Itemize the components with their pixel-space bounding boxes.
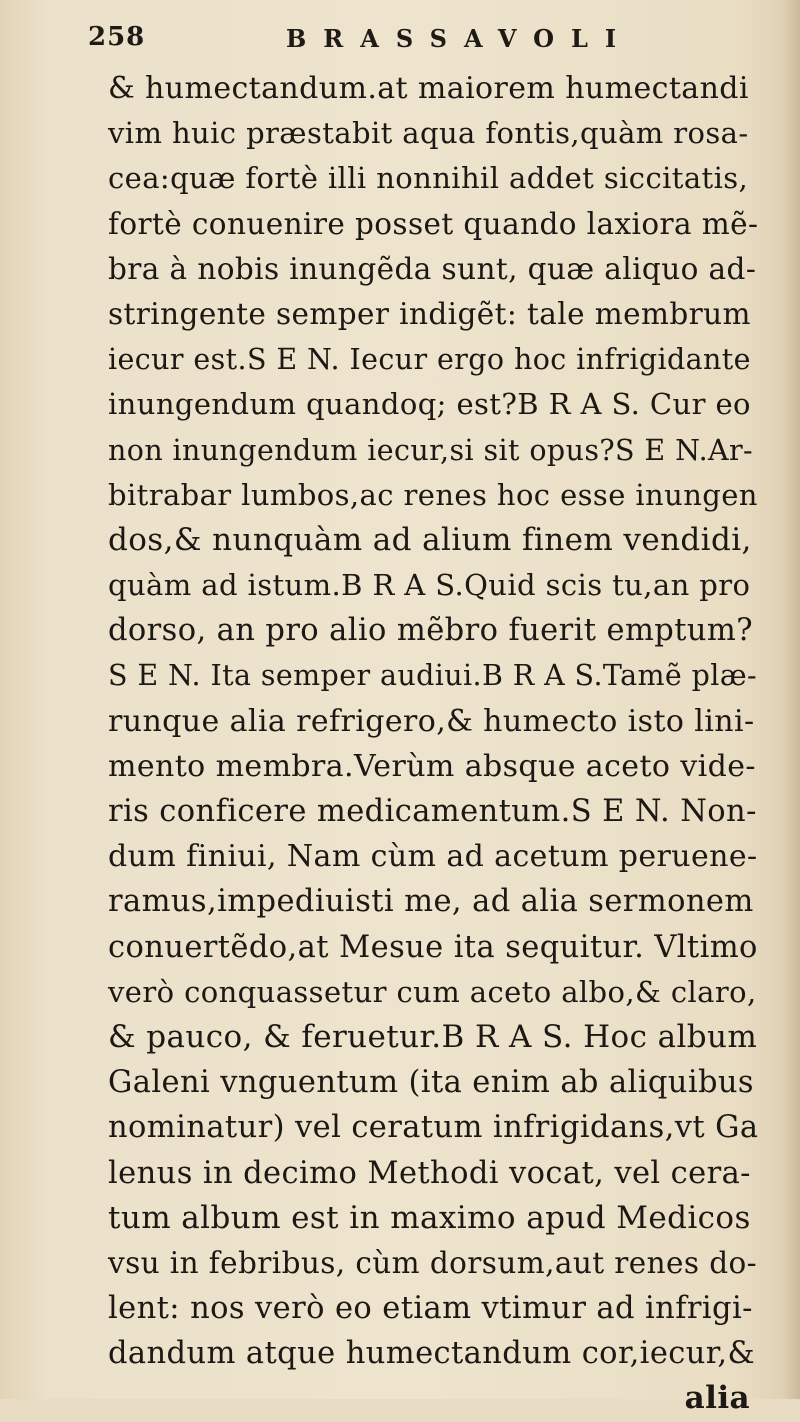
text-line: mento membra.Verùm absque aceto vide- — [108, 748, 756, 784]
text-line: & humectandum.at maiorem humectandi — [108, 71, 749, 106]
page-edge-shadow — [782, 0, 800, 1399]
text-line: fortè conuenire posset quando laxiora mẽ- — [108, 206, 759, 241]
text-line: vsu in febribus, cùm dorsum,aut renes do- — [108, 1245, 758, 1280]
text-line: ramus,impediuisti me, ad alia sermonem — [108, 884, 754, 920]
text-line: lenus in decimo Methodi vocat, vel cera- — [108, 1155, 751, 1191]
text-line: & pauco, & feruetur.B R A S. Hoc album — [108, 1018, 758, 1055]
catchword: alia — [684, 1380, 750, 1417]
text-line: dandum atque humectandum cor,iecur,& — [108, 1336, 756, 1372]
text-line: vim huic præstabit aqua fontis,quàm rosa- — [108, 116, 749, 151]
text-line: dorso, an pro alio mẽbro fuerit emptum? — [108, 613, 753, 649]
text-line: non inungendum iecur,si sit opus?S E N.Ar- — [108, 433, 754, 467]
text-line: Galeni vnguentum (ita enim ab aliquibus — [108, 1065, 754, 1101]
text-line: quàm ad istum.B R A S.Quid scis tu,an pro — [108, 568, 751, 603]
text-line: inungendum quandoq; est?B R A S. Cur eo — [108, 387, 751, 422]
running-head: BRASSAVOLI — [286, 24, 634, 53]
text-line: nominatur) vel ceratum infrigidans,vt Ga — [108, 1110, 759, 1146]
text-line: dos,& nunquàm ad alium finem vendidi, — [108, 521, 752, 558]
text-line: bitrabar lumbos,ac renes hoc esse inungen — [108, 477, 758, 512]
text-line: bra à nobis inungẽda sunt, quæ aliquo ad- — [108, 251, 757, 286]
text-line: lent: nos verò eo etiam vtimur ad infrigi- — [108, 1291, 753, 1327]
text-line: verò conquassetur cum aceto albo,& claro, — [108, 974, 757, 1009]
text-line: runque alia refrigero,& humecto isto lini- — [108, 703, 755, 739]
page-number: 258 — [88, 22, 146, 52]
text-line: dum finiui, Nam cùm ad acetum peruene- — [108, 839, 758, 875]
text-line: S E N. Ita semper audiui.B R A S.Tamẽ plæ- — [108, 659, 758, 693]
text-line: cea:quæ fortè illi nonnihil addet siccitatis, — [108, 161, 749, 196]
text-line: iecur est.S E N. Iecur ergo hoc infrigidante — [108, 343, 751, 377]
text-line: tum album est in maximo apud Medicos — [108, 1199, 751, 1236]
text-line: stringente semper indigẽt: tale membrum — [108, 296, 751, 331]
page-header — [88, 22, 718, 62]
text-line: conuertẽdo,at Mesue ita sequitur. Vltimo — [108, 929, 758, 965]
text-line: ris conficere medicamentum.S E N. Non- — [108, 794, 757, 829]
body-text — [108, 66, 758, 1422]
